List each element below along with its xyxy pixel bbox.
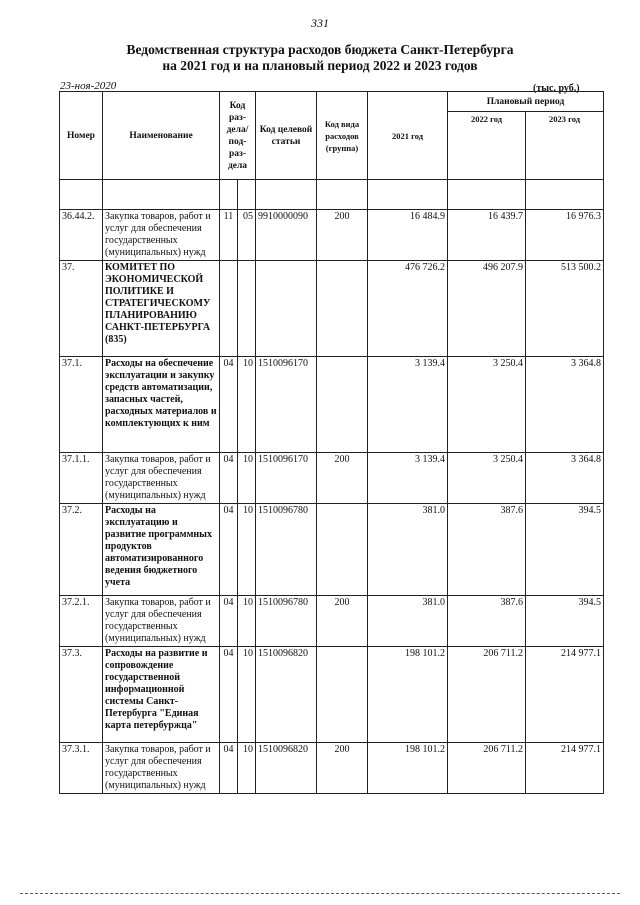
row-value-2021: 16 484.9 [368,210,448,261]
row-value-2022: 3 250.4 [448,357,526,453]
row-value-2023: 394.5 [526,504,604,596]
row-name: Закупка товаров, работ и услуг для обеспечения государственных (муниципальных) нужд [103,743,220,794]
row-target-code: 1510096820 [256,647,317,743]
title-line-1: Ведомственная структура расходов бюджета Санкт-Петербурга [126,42,514,57]
header-name: Наименование [103,92,220,180]
row-value-2021: 3 139.4 [368,357,448,453]
row-number: 37.2.1. [60,596,103,647]
row-name: Закупка товаров, работ и услуг для обеспечения государственных (муниципальных) нужд [103,210,220,261]
row-value-2021: 198 101.2 [368,743,448,794]
table-row [60,261,604,357]
bottom-rule [20,893,620,894]
row-name: Закупка товаров, работ и услуг для обеспечения государственных (муниципальных) нужд [103,453,220,504]
row-name: КОМИТЕТ ПО ЭКОНОМИЧЕСКОЙ ПОЛИТИКЕ И СТРАТЕГИЧЕСКОМУ ПЛАНИРОВАНИЮ САНКТ-ПЕТЕРБУРГА (835) [103,261,220,357]
row-expense-type [317,357,368,453]
row-subsection: 10 [238,453,256,504]
units-label: (тыс. руб.) [533,83,580,94]
row-number: 37. [60,261,103,357]
row-number: 37.3. [60,647,103,743]
row-value-2023: 214 977.1 [526,647,604,743]
budget-table [59,91,604,794]
row-subsection [238,261,256,357]
row-subsection: 10 [238,504,256,596]
row-target-code [256,261,317,357]
row-target-code: 9910000090 [256,210,317,261]
row-target-code: 1510096170 [256,357,317,453]
table-row [60,453,604,504]
row-name: Закупка товаров, работ и услуг для обеспечения государственных (муниципальных) нужд [103,596,220,647]
row-value-2022: 3 250.4 [448,453,526,504]
row-number: 37.1.1. [60,453,103,504]
header-section: Код раз-дела/ под-раз-дела [220,92,256,180]
row-value-2022: 387.6 [448,504,526,596]
table-row [60,743,604,794]
row-subsection: 10 [238,357,256,453]
document-date: 23-ноя-2020 [60,80,117,92]
table-row [60,504,604,596]
row-name: Расходы на эксплуатацию и развитие программных продуктов автоматизированного ведения бюджетного учета [103,504,220,596]
row-value-2023: 394.5 [526,596,604,647]
table-row [60,647,604,743]
row-value-2023: 16 976.3 [526,210,604,261]
row-section: 04 [220,453,238,504]
row-value-2021: 198 101.2 [368,647,448,743]
row-target-code: 1510096780 [256,596,317,647]
row-expense-type [317,647,368,743]
page-title [0,42,640,74]
row-value-2022: 496 207.9 [448,261,526,357]
row-target-code: 1510096170 [256,453,317,504]
row-value-2021: 381.0 [368,504,448,596]
header-2021: 2021 год [368,92,448,180]
row-number: 36.44.2. [60,210,103,261]
row-section: 04 [220,647,238,743]
row-value-2021: 381.0 [368,596,448,647]
row-subsection: 05 [238,210,256,261]
row-value-2022: 206 711.2 [448,647,526,743]
header-number: Номер [60,92,103,180]
row-number: 37.3.1. [60,743,103,794]
row-name: Расходы на обеспечение эксплуатации и закупку средств автоматизации, запасных частей, расходных материалов и комплектующих к ним [103,357,220,453]
row-target-code: 1510096780 [256,504,317,596]
row-section: 11 [220,210,238,261]
row-subsection: 10 [238,647,256,743]
page-number: 331 [311,16,329,30]
row-number: 37.1. [60,357,103,453]
row-value-2023: 3 364.8 [526,453,604,504]
header-2022: 2022 год [448,112,526,180]
row-expense-type [317,504,368,596]
header-target: Код целевой статьи [256,92,317,180]
row-expense-type [317,261,368,357]
row-expense-type: 200 [317,210,368,261]
row-value-2023: 513 500.2 [526,261,604,357]
row-name: Расходы на развитие и сопровождение государственной информационной системы Санкт-Петербурга "Единая карта петербуржца" [103,647,220,743]
row-value-2022: 16 439.7 [448,210,526,261]
header-2023: 2023 год [526,112,604,180]
table-row [60,210,604,261]
row-section: 04 [220,504,238,596]
spacer-row [60,180,604,210]
row-subsection: 10 [238,743,256,794]
row-section: 04 [220,743,238,794]
row-expense-type: 200 [317,596,368,647]
row-expense-type: 200 [317,453,368,504]
header-type: Код вида расходов (группа) [317,92,368,180]
title-line-2: на 2021 год и на плановый период 2022 и 2023 годов [162,58,478,73]
row-value-2021: 3 139.4 [368,453,448,504]
table-row [60,357,604,453]
row-number: 37.2. [60,504,103,596]
row-value-2022: 206 711.2 [448,743,526,794]
header-plan-period: Плановый период [448,92,604,112]
row-section [220,261,238,357]
row-subsection: 10 [238,596,256,647]
row-value-2022: 387.6 [448,596,526,647]
row-value-2023: 214 977.1 [526,743,604,794]
row-expense-type: 200 [317,743,368,794]
row-value-2023: 3 364.8 [526,357,604,453]
table-row [60,596,604,647]
row-value-2021: 476 726.2 [368,261,448,357]
row-target-code: 1510096820 [256,743,317,794]
row-section: 04 [220,596,238,647]
row-section: 04 [220,357,238,453]
